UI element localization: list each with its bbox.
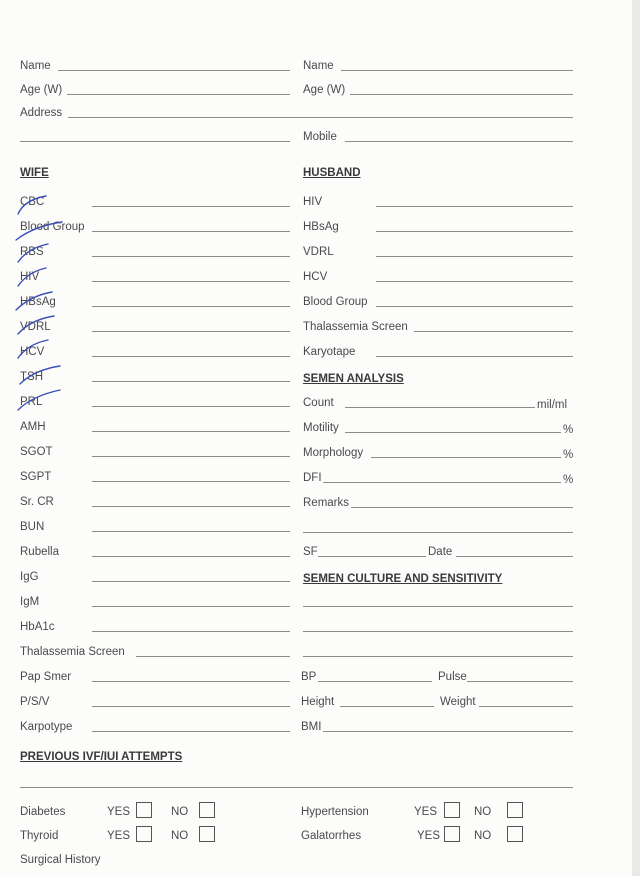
- dfi-percent: %: [563, 474, 574, 486]
- wife-test-label-thalassemia-screen: Thalassemia Screen: [20, 646, 125, 658]
- wife-test-field-tsh[interactable]: [92, 381, 290, 382]
- wife-test-label-cbc: CBC: [20, 196, 45, 208]
- remarks-field[interactable]: [351, 507, 573, 508]
- husband-test-label-karyotape: Karyotape: [303, 346, 356, 358]
- wife-test-field-sr-cr[interactable]: [92, 506, 290, 507]
- bmi-label: BMI: [301, 721, 322, 733]
- wife-test-field-igm[interactable]: [92, 606, 290, 607]
- semen-culture-heading: SEMEN CULTURE AND SENSITIVITY: [303, 573, 503, 585]
- husband-test-label-blood-group: Blood Group: [303, 296, 368, 308]
- pulse-field[interactable]: [467, 681, 573, 682]
- wife-name-field[interactable]: [58, 70, 290, 71]
- diabetes-yes-label: YES: [107, 806, 131, 818]
- dfi-field[interactable]: [323, 482, 561, 483]
- husband-test-field-karyotape[interactable]: [376, 356, 573, 357]
- hypertension-yes-label: YES: [414, 806, 438, 818]
- husband-test-label-hbsag: HBsAg: [303, 221, 339, 233]
- bp-label: BP: [301, 671, 317, 683]
- wife-test-field-sgot[interactable]: [92, 456, 290, 457]
- husband-name-label: Name: [303, 60, 334, 72]
- hypertension-label: Hypertension: [301, 806, 369, 818]
- diabetes-label: Diabetes: [20, 806, 66, 818]
- motility-label: Motility: [303, 422, 339, 434]
- hypertension-no-label: NO: [474, 806, 492, 818]
- wife-test-label-igm: IgM: [20, 596, 40, 608]
- page-edge-shadow: [632, 0, 640, 876]
- count-field[interactable]: [345, 407, 535, 408]
- wife-test-field-vdrl[interactable]: [92, 331, 290, 332]
- husband-test-field-hbsag[interactable]: [376, 231, 573, 232]
- husband-name-field[interactable]: [341, 70, 573, 71]
- address-label: Address: [20, 107, 63, 119]
- sf-field[interactable]: [318, 556, 426, 557]
- sf-label: SF: [303, 546, 318, 558]
- previous-attempts-field[interactable]: [20, 787, 573, 788]
- wife-test-label-hiv: HIV: [20, 271, 40, 283]
- morphology-label: Morphology: [303, 447, 364, 459]
- dfi-label: DFI: [303, 472, 322, 484]
- height-field[interactable]: [340, 706, 434, 707]
- semen-analysis-heading: SEMEN ANALYSIS: [303, 373, 404, 385]
- wife-test-field-hiv[interactable]: [92, 281, 290, 282]
- motility-percent: %: [563, 424, 574, 436]
- bmi-field[interactable]: [323, 731, 573, 732]
- wife-test-label-bun: BUN: [20, 521, 45, 533]
- galatorrhes-label: Galatorrhes: [301, 830, 362, 842]
- galatorrhes-no-label: NO: [474, 830, 492, 842]
- husband-test-field-blood-group[interactable]: [376, 306, 573, 307]
- wife-name-label: Name: [20, 60, 51, 72]
- wife-heading: WIFE: [20, 167, 49, 179]
- wife-test-field-karpotype[interactable]: [92, 731, 290, 732]
- wife-test-label-hcv: HCV: [20, 346, 45, 358]
- husband-test-field-thalassemia-screen[interactable]: [414, 331, 573, 332]
- address-field[interactable]: [68, 117, 573, 118]
- wife-test-field-igg[interactable]: [92, 581, 290, 582]
- surgical-history-label: Surgical History: [20, 854, 101, 866]
- husband-age-field[interactable]: [350, 94, 573, 95]
- wife-test-field-thalassemia-screen[interactable]: [136, 656, 290, 657]
- wife-test-label-amh: AMH: [20, 421, 46, 433]
- bp-field[interactable]: [318, 681, 432, 682]
- motility-field[interactable]: [345, 432, 561, 433]
- wife-test-label-karpotype: Karpotype: [20, 721, 73, 733]
- pulse-label: Pulse: [438, 671, 467, 683]
- wife-test-field-amh[interactable]: [92, 431, 290, 432]
- husband-test-field-vdrl[interactable]: [376, 256, 573, 257]
- wife-test-field-sgpt[interactable]: [92, 481, 290, 482]
- count-unit: mil/ml: [537, 399, 568, 411]
- height-label: Height: [301, 696, 335, 708]
- hypertension-yes-checkbox[interactable]: [444, 802, 460, 818]
- address-field-line2[interactable]: [20, 141, 290, 142]
- thyroid-no-label: NO: [171, 830, 189, 842]
- wife-test-label-sgpt: SGPT: [20, 471, 52, 483]
- wife-test-field-blood-group[interactable]: [92, 231, 290, 232]
- wife-age-field[interactable]: [67, 94, 290, 95]
- wife-test-label-sgot: SGOT: [20, 446, 53, 458]
- husband-test-field-hcv[interactable]: [376, 281, 573, 282]
- galatorrhes-no-checkbox[interactable]: [507, 826, 523, 842]
- wife-test-field-hba1c[interactable]: [92, 631, 290, 632]
- wife-test-field-pap-smer[interactable]: [92, 681, 290, 682]
- wife-test-field-rubella[interactable]: [92, 556, 290, 557]
- wife-test-label-tsh: TSH: [20, 371, 43, 383]
- wife-test-label-prl: PRL: [20, 396, 43, 408]
- diabetes-no-label: NO: [171, 806, 189, 818]
- morphology-field[interactable]: [371, 457, 561, 458]
- husband-test-label-hiv: HIV: [303, 196, 323, 208]
- wife-test-label-hbsag: HBsAg: [20, 296, 56, 308]
- wife-test-label-rubella: Rubella: [20, 546, 59, 558]
- diabetes-no-checkbox[interactable]: [199, 802, 215, 818]
- wife-test-field-cbc[interactable]: [92, 206, 290, 207]
- wife-test-field-hcv[interactable]: [92, 356, 290, 357]
- wife-test-field-prl[interactable]: [92, 406, 290, 407]
- wife-test-label-rbs: RBS: [20, 246, 44, 258]
- culture-field-line3[interactable]: [303, 656, 573, 657]
- mobile-field[interactable]: [345, 141, 573, 142]
- previous-attempts-heading: PREVIOUS IVF/IUI ATTEMPTS: [20, 751, 183, 763]
- diabetes-yes-checkbox[interactable]: [136, 802, 152, 818]
- wife-test-label-pap-smer: Pap Smer: [20, 671, 72, 683]
- husband-test-label-thalassemia-screen: Thalassemia Screen: [303, 321, 408, 333]
- thyroid-yes-checkbox[interactable]: [136, 826, 152, 842]
- wife-test-label-p-s-v: P/S/V: [20, 696, 50, 708]
- thyroid-no-checkbox[interactable]: [199, 826, 215, 842]
- wife-test-label-sr-cr: Sr. CR: [20, 496, 54, 508]
- wife-test-label-igg: IgG: [20, 571, 39, 583]
- wife-test-label-hba1c: HbA1c: [20, 621, 55, 633]
- weight-field[interactable]: [479, 706, 573, 707]
- remarks-label: Remarks: [303, 497, 350, 509]
- husband-test-field-hiv[interactable]: [376, 206, 573, 207]
- galatorrhes-yes-label: YES: [417, 830, 441, 842]
- date-label: Date: [428, 546, 453, 558]
- count-label: Count: [303, 397, 334, 409]
- thyroid-yes-label: YES: [107, 830, 131, 842]
- mobile-label: Mobile: [303, 131, 337, 143]
- wife-test-field-bun[interactable]: [92, 531, 290, 532]
- culture-field-line2[interactable]: [303, 631, 573, 632]
- wife-test-label-vdrl: VDRL: [20, 321, 51, 333]
- wife-test-label-blood-group: Blood Group: [20, 221, 85, 233]
- morphology-percent: %: [563, 449, 574, 461]
- husband-age-label: Age (W): [303, 84, 346, 96]
- husband-heading: HUSBAND: [303, 167, 361, 179]
- thyroid-label: Thyroid: [20, 830, 59, 842]
- husband-test-label-vdrl: VDRL: [303, 246, 334, 258]
- wife-test-field-rbs[interactable]: [92, 256, 290, 257]
- culture-field-line1[interactable]: [303, 606, 573, 607]
- husband-test-label-hcv: HCV: [303, 271, 328, 283]
- galatorrhes-yes-checkbox[interactable]: [444, 826, 460, 842]
- wife-test-field-hbsag[interactable]: [92, 306, 290, 307]
- hypertension-no-checkbox[interactable]: [507, 802, 523, 818]
- wife-test-field-p-s-v[interactable]: [92, 706, 290, 707]
- date-field[interactable]: [456, 556, 573, 557]
- wife-age-label: Age (W): [20, 84, 63, 96]
- remarks-field-line2[interactable]: [303, 532, 573, 533]
- weight-label: Weight: [440, 696, 476, 708]
